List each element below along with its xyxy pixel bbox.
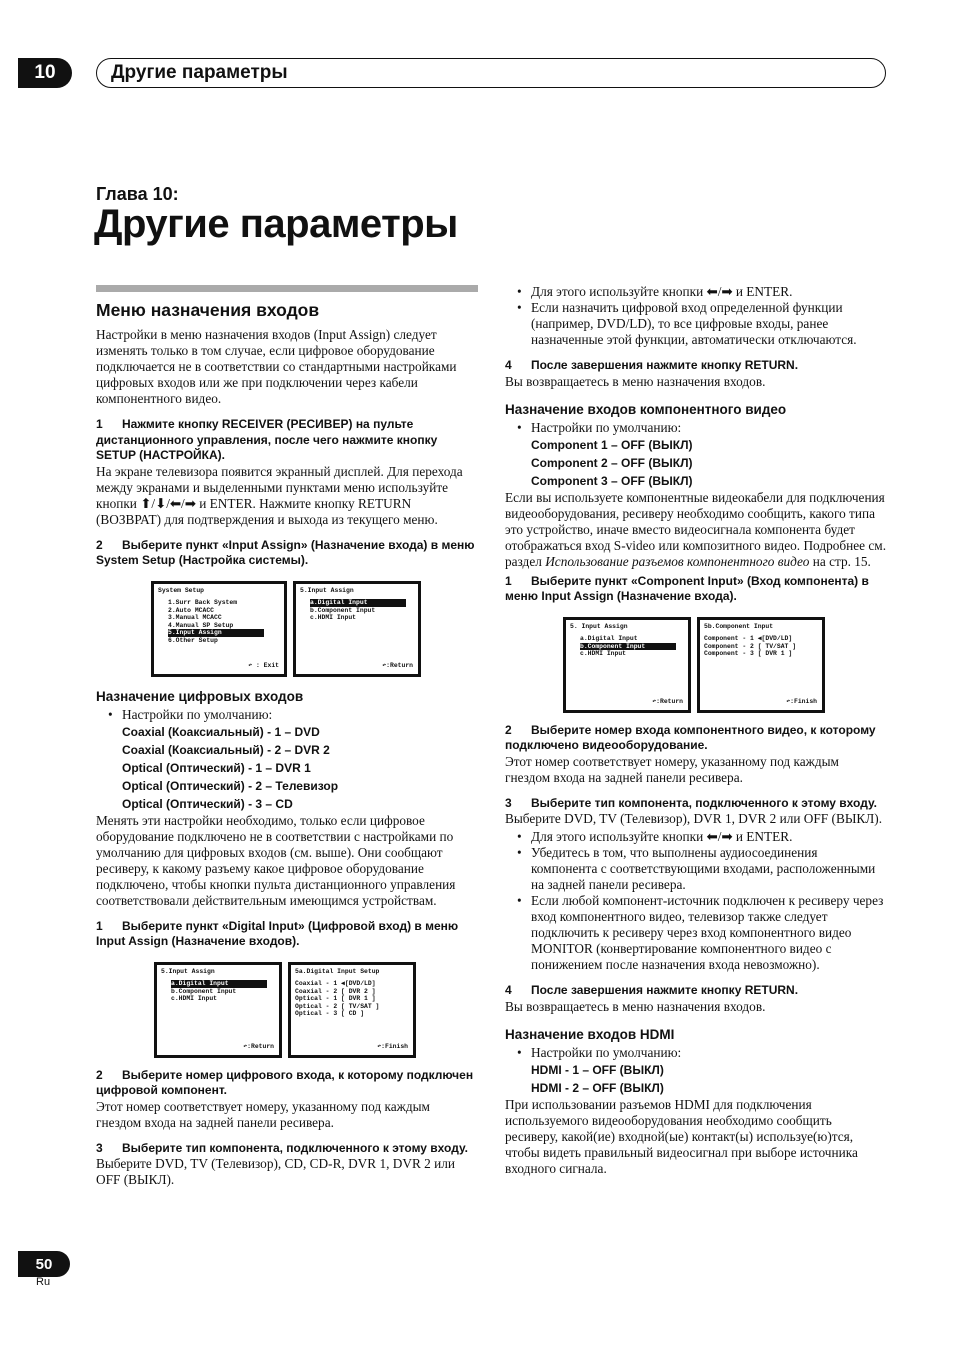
component-step-2: 2 Выберите номер входа компонентного видео, к которому подключено видеооборудование. — [505, 722, 876, 752]
chapter-subtitle: Глава 10: — [96, 184, 179, 204]
hdmi-defaults-list: HDMI - 1 – OFF (ВЫКЛ) HDMI - 2 – OFF (ВЫКЛ) — [531, 1062, 664, 1095]
component-bullet-1: • Для этого используйте кнопки ⬅/➡ и ENTER. — [505, 829, 887, 845]
chapter-header-title: Другие параметры — [111, 62, 288, 83]
component-text: Если вы используете компонентные видеокабели для подключения видеооборудования, ресиверу необходимо сообщить, какого типа это устройство, иначе вместо видеосигнала компонента будет отображаться вход S-video или композитного видео. Подробнее см. раздел Использование разъемов компонентного видео на стр. 15. — [505, 489, 887, 569]
component-step-4-text: Вы возвращаетесь в меню назначения входов. — [505, 998, 766, 1014]
component-step-3: 3 Выберите тип компонента, подключенного к этому входу. — [505, 795, 877, 810]
digital-text: Менять эти настройки необходимо, только если цифровое оборудование подключено не в соответствии с настройками по умолчанию для цифровых входов (см. выше). Они сообщают ресиверу, к какому разъему какое цифровое оборудование подключено, чтобы кнопки пульта дистанционного управления соответствовали действительным имеющимся устройствам. — [96, 812, 456, 908]
right-column — [505, 282, 887, 1177]
page-number: 50 — [18, 1251, 70, 1277]
digital-step-3-text: Выберите DVD, TV (Телевизор), CD, CD-R, DVR 1, DVR 2 или OFF (ВЫКЛ). — [96, 1156, 456, 1187]
digital-step-4-text: Вы возвращаетесь в меню назначения входов. — [505, 373, 766, 389]
digital-inputs-heading: Назначение цифровых входов — [96, 688, 304, 704]
section-heading: Меню назначения входов — [96, 300, 320, 320]
component-heading: Назначение входов компонентного видео — [505, 401, 787, 417]
step-1: 1 Нажмите кнопку RECEIVER (РЕСИВЕР) на пульте дистанционного управления, после чего нажмите кнопку SETUP (НАСТРОЙКА). — [96, 417, 438, 462]
component-step-4: 4 После завершения нажмите кнопку RETURN. — [505, 983, 799, 997]
osd-input-assign: 5.Input Assign a.Digital Input b.Component Input c.HDMI Input ↶:Return — [293, 581, 421, 677]
intro-text: Настройки в меню назначения входов (Input Assign) следует изменять только в том случае, если цифровое оборудование подключается не в соответствии со стандартными настройками цифровых входов или же при подключении через кабели компонентного видео. — [96, 327, 457, 406]
step-1-text: На экране телевизора появится экранный дисплей. Для перехода между экранами и выделенными пунктами меню используйте кнопки ⬆/⬇/⬅/➡ и ENTER. Нажмите кнопку RETURN (ВОЗВРАТ) для подтверждения и выхода из текущего меню. — [96, 463, 463, 527]
component-step-1: 1 Выберите пункт «Component Input» (Вход компонента) в меню Input Assign (Назначение входа). — [505, 573, 869, 603]
osd-digital-input-setup: 5a.Digital Input Setup Coaxial - 1 ◀[DVD/LD] Coaxial - 2 [ DVR 2 ] Optical - 1 [ DVR 1 ] Optical - 2 [ TV/SAT ] Optical - 3 [ CD ] ↶:Finish — [288, 962, 416, 1058]
screen-pair-3 — [505, 617, 887, 713]
language-code: Ru — [36, 1276, 51, 1288]
osd-component-input: 5b.Component Input Component - 1 ◀[DVD/LD] Component - 2 [ TV/SAT ] Component - 3 [ DVR 1 ] ↶:Finish — [697, 617, 825, 713]
chapter-number-badge: 10 — [18, 58, 72, 88]
section-rule — [96, 285, 478, 292]
digital-step-2-text: Этот номер соответствует номеру, указанному под каждым гнездом входа на задней панели ресивера. — [96, 1098, 430, 1130]
digital-step-3: 3 Выберите тип компонента, подключенного к этому входу. — [96, 1140, 468, 1155]
component-defaults-label: • Настройки по умолчанию: — [505, 420, 887, 436]
bullet-auto-off: • Если назначить цифровой вход определенной функции (например, DVD/LD), то все цифровые входы, ранее назначенные этой функции, автоматически отключаются. — [505, 300, 887, 348]
osd-input-assign-3: 5. Input Assign a.Digital Input b.Component Input c.HDMI Input ↶:Return — [563, 617, 691, 713]
digital-step-2: 2 Выберите номер цифрового входа, к которому подключен цифровой компонент. — [96, 1067, 474, 1097]
bullet-arrows: • Для этого используйте кнопки ⬅/➡ и ENTER. — [505, 284, 887, 300]
hdmi-text: При использовании разъемов HDMI для подключения используемого видеооборудования необходимо сообщить ресиверу, какой(ие) входной(ые) контакт(ы) используе(ю)тся, чтобы видеть правильный видеосигнал при выборе источника входного сигнала. — [505, 1096, 858, 1176]
hdmi-heading: Назначение входов HDMI — [505, 1026, 675, 1042]
digital-defaults-label: • Настройки по умолчанию: — [96, 707, 478, 723]
component-bullet-3: • Если любой компонент-источник подключен к ресиверу через вход компонентного видео, телевизор также следует подключить к ресиверу через вход компонентного видео MONITOR (конвертирование компонентного видео с понижением после назначения входа невозможно). — [505, 893, 887, 973]
digital-defaults-list: Coaxial (Коаксиальный) - 1 – DVD Coaxial (Коаксиальный) - 2 – DVR 2 Optical (Оптический) - 1 – DVR 1 Optical (Оптический) - 2 – Телевизор Optical (Оптический) - 3 – CD — [122, 724, 339, 811]
component-step-3-text: Выберите DVD, TV (Телевизор), DVR 1, DVR 2 или OFF (ВЫКЛ). — [505, 811, 883, 826]
left-column — [96, 285, 478, 1188]
osd-system-setup: System Setup 1.Surr Back System 2.Auto MCACC 3.Manual MCACC 4.Manual SP Setup 5.Input Assign 6.Other Setup ↶ : Exit — [151, 581, 287, 677]
component-bullet-2: • Убедитесь в том, что выполнены аудиосоединения компонента с соответствующими входами, расположенными на задней панели ресивера. — [505, 845, 887, 893]
hdmi-defaults-label: • Настройки по умолчанию: — [505, 1045, 887, 1061]
chapter-header-bar — [96, 58, 886, 88]
component-step-2-text: Этот номер соответствует номеру, указанному под каждым гнездом входа на задней панели ресивера. — [505, 753, 839, 785]
chapter-title: Другие параметры — [94, 202, 458, 246]
digital-step-4: 4 После завершения нажмите кнопку RETURN. — [505, 358, 799, 372]
screen-pair-2 — [96, 962, 478, 1058]
component-defaults-list: Component 1 – OFF (ВЫКЛ) Component 2 – OFF (ВЫКЛ) Component 3 – OFF (ВЫКЛ) — [531, 437, 693, 488]
digital-step-1: 1 Выберите пункт «Digital Input» (Цифровой вход) в меню Input Assign (Назначение входов). — [96, 918, 459, 948]
step-2: 2 Выберите пункт «Input Assign» (Назначение входа) в меню System Setup (Настройка системы). — [96, 537, 475, 567]
osd-input-assign-2: 5.Input Assign a.Digital Input b.Component Input c.HDMI Input ↶:Return — [154, 962, 282, 1058]
screen-pair-1 — [96, 581, 478, 677]
